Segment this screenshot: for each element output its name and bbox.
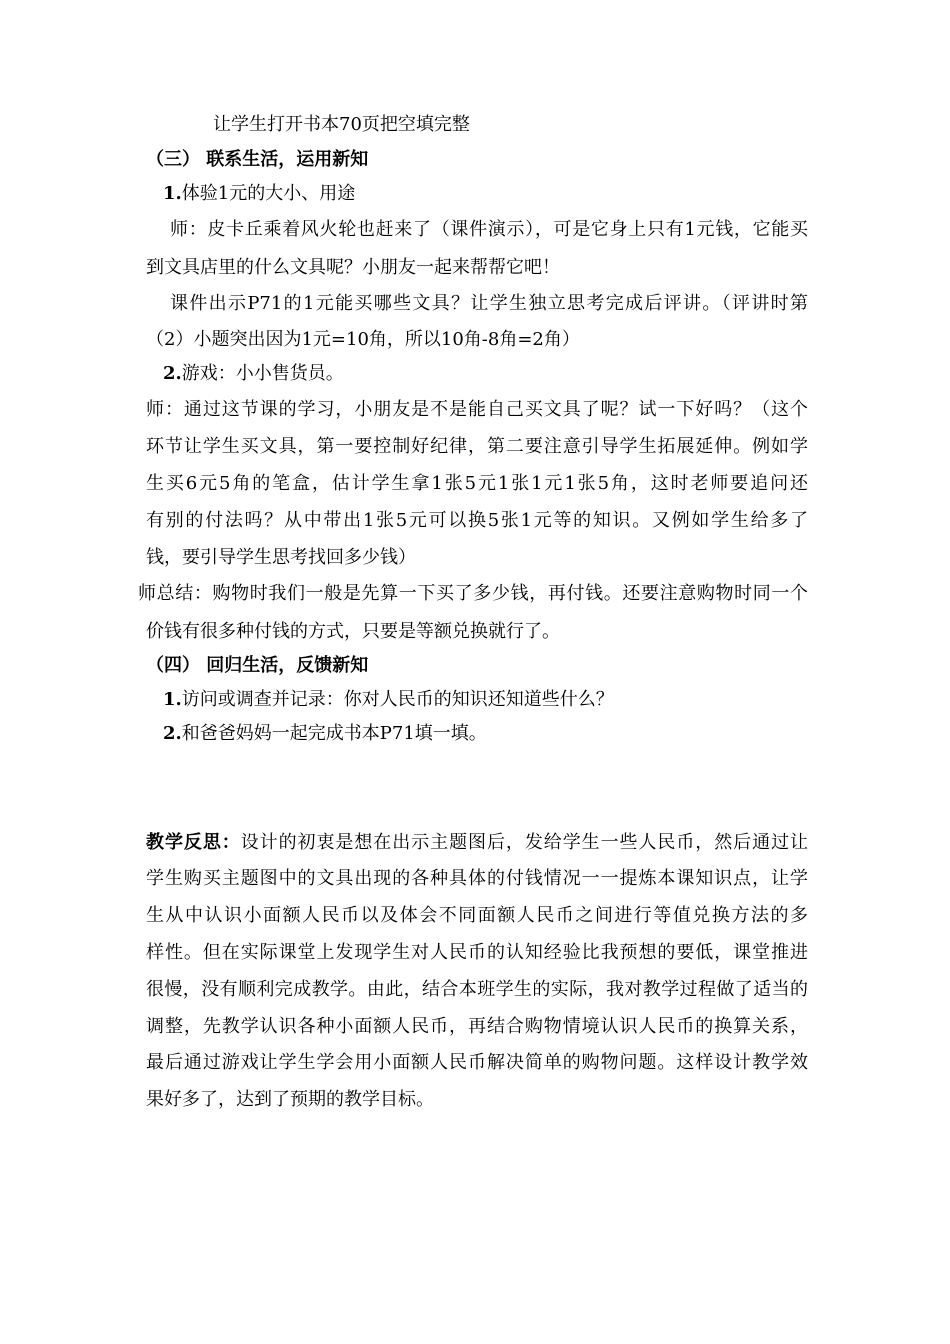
subsection-2-text: 游戏：小小售货员。: [181, 363, 344, 384]
paragraph-3-line-3: 生买6元5角的笔盒，估计学生拿1张5元1张1元1张5角，这时老师要追问还: [146, 473, 808, 494]
paragraph-3-line-5: 钱，要引导学生思考找回多少钱）: [146, 547, 416, 568]
reflection-line-2: 学生购买主题图中的文具出现的各种具体的付钱情况一一提炼本课知识点，让学: [146, 868, 808, 889]
reflection-line-5: 很慢，没有顺利完成教学。由此，结合本班学生的实际，我对教学过程做了适当的: [146, 979, 808, 1000]
subsection-1-number: 1.: [163, 183, 182, 204]
subsection-1: [163, 182, 355, 206]
instruction-line: 让学生打开书本70页把空填完整: [213, 114, 470, 135]
reflection-line-3: 生从中认识小面额人民币以及体会不同面额人民币之间进行等值兑换方法的多: [146, 905, 808, 926]
homework-item-2-text: 和爸爸妈妈一起完成书本P71填一填。: [181, 723, 487, 744]
subsection-1-text: 体验1元的大小、用途: [181, 183, 356, 204]
reflection-label: 教学反思：: [146, 832, 241, 853]
reflection-line-7: 最后通过游戏让学生学会用小面额人民币解决简单的购物问题。这样设计教学效: [146, 1052, 808, 1073]
summary-line-1: 师总结：购物时我们一般是先算一下买了多少钱，再付钱。还要注意购物时同一个: [138, 583, 808, 604]
paragraph-3-line-4: 有别的付法吗？从中带出1张5元可以换5张1元等的知识。又例如学生给多了: [146, 510, 808, 531]
paragraph-1-line-1: 师：皮卡丘乘着风火轮也赶来了（课件演示），可是它身上只有1元钱，它能买: [170, 219, 808, 240]
paragraph-3-line-2: 环节让学生买文具，第一要控制好纪律，第二要注意引导学生拓展延伸。例如学: [146, 436, 808, 457]
reflection-line-1: [146, 831, 808, 855]
homework-item-1: [163, 688, 614, 712]
paragraph-3-line-1: 师：通过这节课的学习，小朋友是不是能自己买文具了呢？试一下好吗？（这个: [146, 399, 808, 420]
reflection-line-6: 调整，先教学认识各种小面额人民币，再结合购物情境认识人民币的换算关系，: [146, 1016, 808, 1037]
reflection-line-4: 样性。但在实际课堂上发现学生对人民币的认知经验比我预想的要低，课堂推进: [146, 942, 808, 963]
reflection-line-8: 果好多了，达到了预期的教学目标。: [146, 1089, 434, 1110]
paragraph-2-line-2: （2）小题突出因为1元=10角，所以10角-8角=2角）: [146, 329, 580, 350]
homework-item-2: [163, 722, 487, 746]
subsection-2: [163, 362, 344, 386]
subsection-2-number: 2.: [163, 363, 182, 384]
reflection-line-1-text: 设计的初衷是想在出示主题图后，发给学生一些人民币，然后通过让: [240, 832, 809, 853]
homework-item-1-number: 1.: [163, 689, 182, 710]
section-heading-4: （四） 回归生活，反馈新知: [146, 655, 369, 676]
paragraph-2-line-1: 课件出示P71的1元能买哪些文具？让学生独立思考完成后评讲。（评讲时第: [170, 293, 808, 314]
paragraph-1-line-2: 到文具店里的什么文具呢？小朋友一起来帮帮它吧！: [146, 257, 560, 278]
homework-item-1-text: 访问或调查并记录：你对人民币的知识还知道些什么？: [181, 689, 614, 710]
section-heading-3: （三） 联系生活，运用新知: [146, 149, 369, 170]
summary-line-2: 价钱有很多种付钱的方式，只要是等额兑换就行了。: [146, 621, 560, 642]
homework-item-2-number: 2.: [163, 723, 182, 744]
